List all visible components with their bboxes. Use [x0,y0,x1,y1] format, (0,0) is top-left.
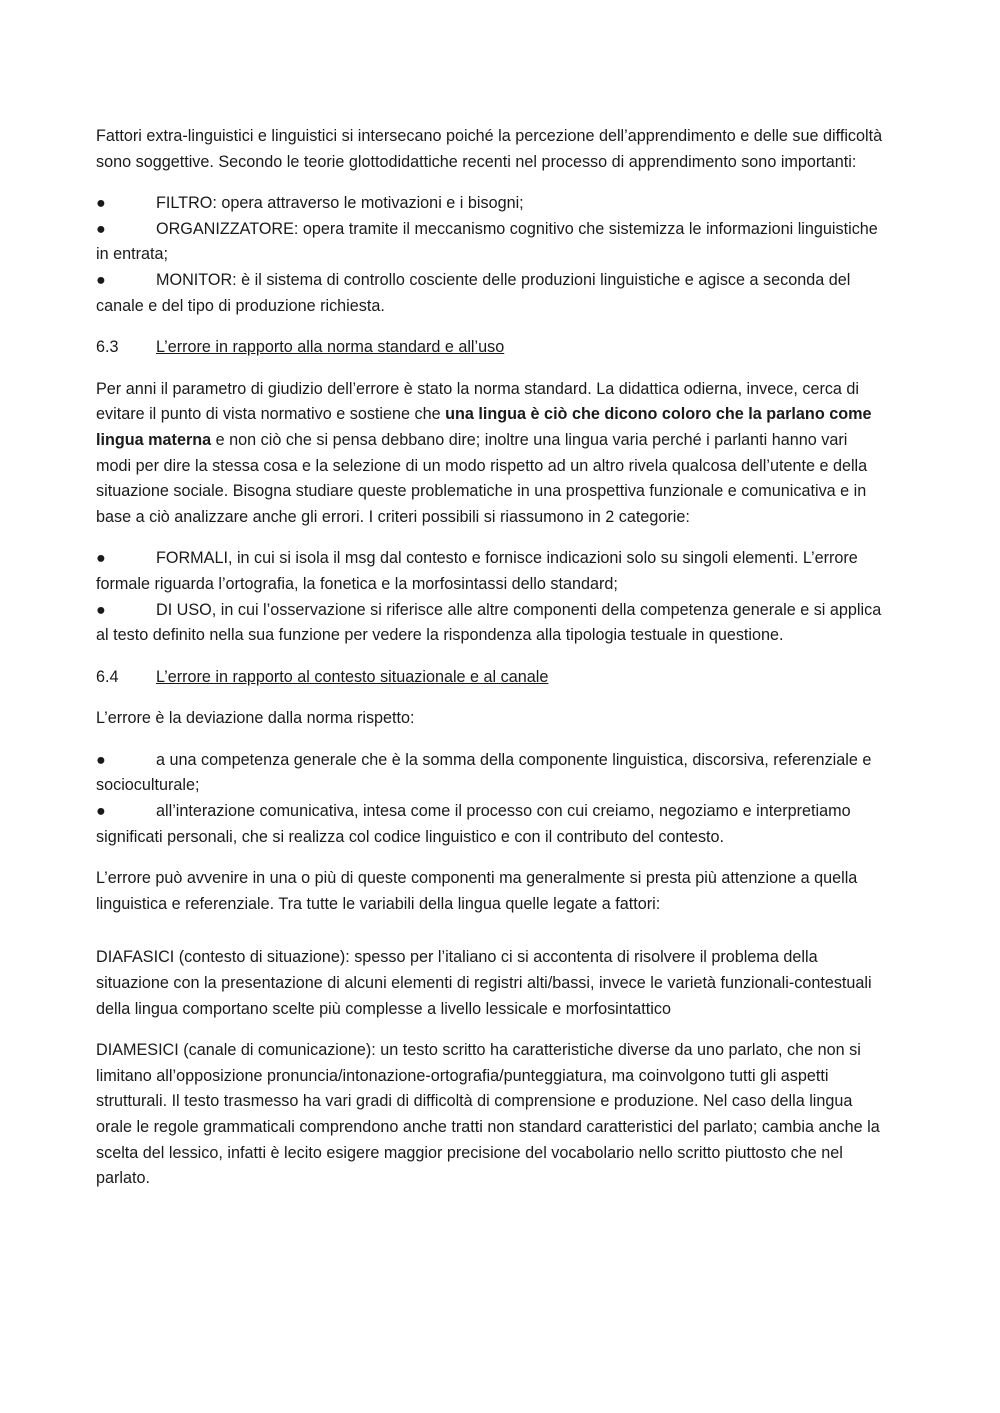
list-item [96,546,886,597]
list-item [96,268,886,319]
list-item-text: FILTRO: opera attraverso le motivazioni e i bisogni; [156,194,524,213]
norm-paragraph-text-2: e non ciò che si pensa debbano dire; inoltre una lingua varia perché i parlanti hanno vari modi per dire la stessa cosa e la selezione di un modo rispetto ad un altro rivela qualcosa dell’utente e della situazione sociale. Bisogna studiare queste problematiche in una prospettiva funzionale e comunicativa e in base a ciò analizzare anche gli errori. I criteri possibili si riassumono in 2 categorie: [96,430,868,526]
norm-paragraph-text-1: Per anni il parametro di giudizio dell’errore è stato la norma standard. La didattica odierna, invece, cerca di evitare il punto di vista normativo e sostiene che [96,379,860,424]
bullet-icon: ● [96,219,106,238]
bullet-icon: ● [96,549,106,568]
list-item-text: FORMALI, in cui si isola il msg dal contesto e fornisce indicazioni solo su singoli elementi. L’errore formale riguarda l’ortografia, la fonetica e la morfosintassi dello standard; [96,549,858,593]
list-item-text: a una competenza generale che è la somma della componente linguistica, discorsiva, referenziale e socioculturale; [96,750,872,795]
list-item [96,748,886,799]
list-item-text: ORGANIZZATORE: opera tramite il meccanismo cognitivo che sistemizza le informazioni linguistiche in entrata; [96,219,878,264]
diafasici-paragraph: DIAFASICI (contesto di situazione): spesso per l’italiano ci si accontenta di risolvere il problema della situazione con la presentazione di alcuni elementi di registri alti/bassi, invece le varietà funzionali-contestuali della lingua comportano scelte più complesse a livello lessicale e morfosintattico [96,948,872,1018]
competence-list [96,748,886,850]
bullet-icon: ● [96,802,106,821]
section-heading-6-3 [96,335,886,361]
section-title: L’errore in rapporto al contesto situazionale e al canale [156,667,549,686]
list-item [96,598,886,649]
list-item [96,191,886,217]
section-number: 6.3 [96,338,119,357]
section-number: 6.4 [96,667,119,686]
bullet-icon: ● [96,194,106,213]
factors-list [96,191,886,319]
intro-paragraph: Fattori extra-linguistici e linguistici si intersecano poiché la percezione dell’apprendimento e delle sue difficoltà sono soggettive. Secondo le teorie glottodidattiche recenti nel processo di apprendimento sono importanti: [96,127,883,171]
list-item [96,217,886,268]
section-heading-6-4 [96,665,886,691]
document-page [96,124,886,1208]
norm-paragraph [96,377,886,531]
list-item-text: MONITOR: è il sistema di controllo cosciente delle produzioni linguistiche e agisce a seconda del canale e del tipo di produzione richiesta. [96,270,851,315]
criteria-list [96,546,886,648]
components-paragraph: L’errore può avvenire in una o più di queste componenti ma generalmente si presta più attenzione a quella linguistica e referenziale. Tra tutte le variabili della lingua quelle legate a fattori: [96,869,858,913]
list-item-text: DI USO, in cui l’osservazione si riferisce alle altre componenti della competenza generale e si applica al testo definito nella sua funzione per vedere la rispondenza alla tipologia testuale in questione. [96,600,882,645]
norm-paragraph-bold: una lingua è ciò che dicono coloro che la parlano come lingua materna [96,405,872,449]
deviation-paragraph: L’errore è la deviazione dalla norma rispetto: [96,709,415,728]
diamesici-paragraph: DIAMESICI (canale di comunicazione): un testo scritto ha caratteristiche diverse da uno parlato, che non si limitano all’opposizione pronuncia/intonazione-ortografia/punteggiatura, ma coinvolgono tutti gli aspetti strutturali. Il testo trasmesso ha vari gradi di difficoltà di comprensione e produzione. Nel caso della lingua orale le regole grammaticali comprendono anche tratti non standard caratteristici del parlato; cambia anche la scelta del lessico, infatti è lecito esigere maggior precisione del vocabolario nello scritto piuttosto che nel parlato. [96,1041,880,1188]
bullet-icon: ● [96,270,106,289]
list-item [96,799,886,850]
bullet-icon: ● [96,600,106,619]
section-title: L’errore in rapporto alla norma standard e all’uso [156,338,505,357]
bullet-icon: ● [96,750,106,769]
list-item-text: all’interazione comunicativa, intesa come il processo con cui creiamo, negoziamo e interpretiamo significati personali, che si realizza col codice linguistico e con il contributo del contesto. [96,802,851,846]
